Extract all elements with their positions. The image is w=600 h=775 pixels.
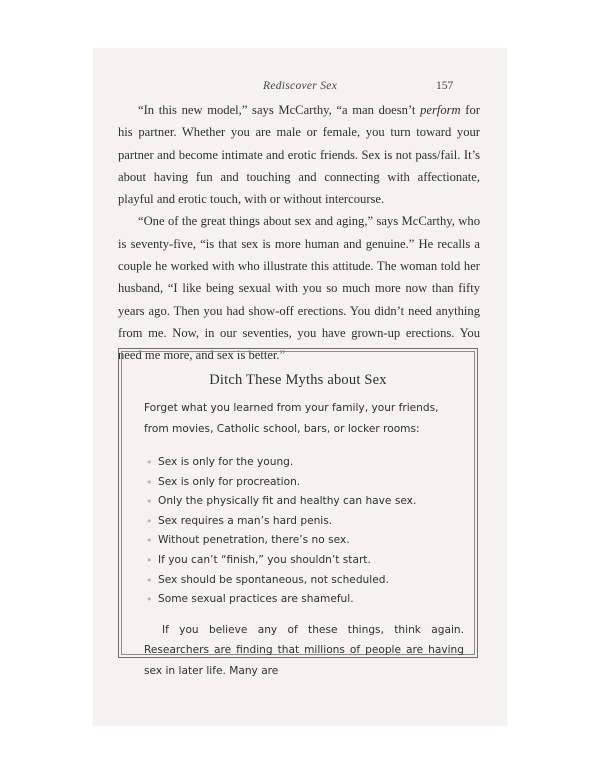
myth-item	[144, 453, 464, 473]
myth-text: Sex is only for the young.	[158, 456, 294, 468]
myth-text: Only the physically fit and healthy can have sex.	[158, 495, 417, 508]
myth-item	[144, 512, 464, 532]
running-head-title: Rediscover Sex	[263, 80, 338, 92]
myth-item	[144, 531, 464, 551]
myth-text: Some sexual practices are shameful.	[158, 593, 354, 606]
paragraph-1-emphasis: perform	[420, 103, 461, 117]
bullet-icon: •	[146, 553, 153, 567]
myth-text: Without penetration, there’s no sex.	[158, 534, 350, 547]
bullet-icon: •	[146, 475, 153, 489]
myths-sidebar-box	[118, 348, 478, 677]
paragraph-1	[118, 99, 480, 210]
myth-text: If you can’t “finish,” you shouldn’t start.	[158, 553, 371, 566]
paragraph-1-start: “In this new model,” says McCarthy, “a man doesn’t	[138, 103, 421, 117]
page-number: 157	[436, 80, 454, 92]
paragraph-2: “One of the great things about sex and aging,” says McCarthy, who is seventy-five, “is that sex is more human and genuine.” He recalls a couple he worked with who illustrate this attitude. The woman told her husband, “I like being sexual with you so much more now than fifty years ago. Then you had show-off erections. You didn’t need anything from me. Now, in our seventies, you have grown-up erections. You need me more, and sex is better.”	[118, 214, 480, 363]
sidebar-outro: If you believe any of these things, think again. Researchers are finding that millions of people are having sex in later life. Many are	[144, 623, 464, 677]
bullet-icon: •	[146, 456, 153, 469]
myth-list	[144, 453, 464, 610]
running-head	[93, 80, 507, 98]
sidebar-inner-frame	[121, 351, 475, 677]
myth-item	[144, 590, 464, 610]
myth-item	[144, 551, 464, 571]
sidebar-intro: Forget what you learned from your family, your friends, from movies, Catholic school, bars, or locker rooms:	[144, 402, 439, 435]
myth-item	[144, 473, 464, 493]
bullet-icon: •	[146, 534, 153, 548]
sidebar-title: Ditch These Myths about Sex	[209, 372, 387, 388]
sidebar-content	[144, 398, 464, 681]
myth-text: Sex should be spontaneous, not scheduled.	[158, 573, 389, 586]
myth-text: Sex is only for procreation.	[158, 475, 301, 488]
body-text	[118, 99, 480, 367]
book-page	[93, 48, 507, 726]
bullet-icon: •	[146, 573, 153, 587]
bullet-icon: •	[146, 593, 153, 607]
myth-text: Sex requires a man’s hard penis.	[158, 514, 333, 527]
bullet-icon: •	[146, 514, 153, 528]
myth-item	[144, 492, 464, 512]
myth-item	[144, 571, 464, 591]
paragraph-1-end: for his partner. Whether you are male or female, you turn toward your partner and become intimate and erotic friends. Sex is not pass/fail. It’s about having fun and touching and connecting with affectionate, playful and erotic touch, with or without intercourse.	[118, 103, 480, 207]
bullet-icon: •	[146, 495, 153, 509]
